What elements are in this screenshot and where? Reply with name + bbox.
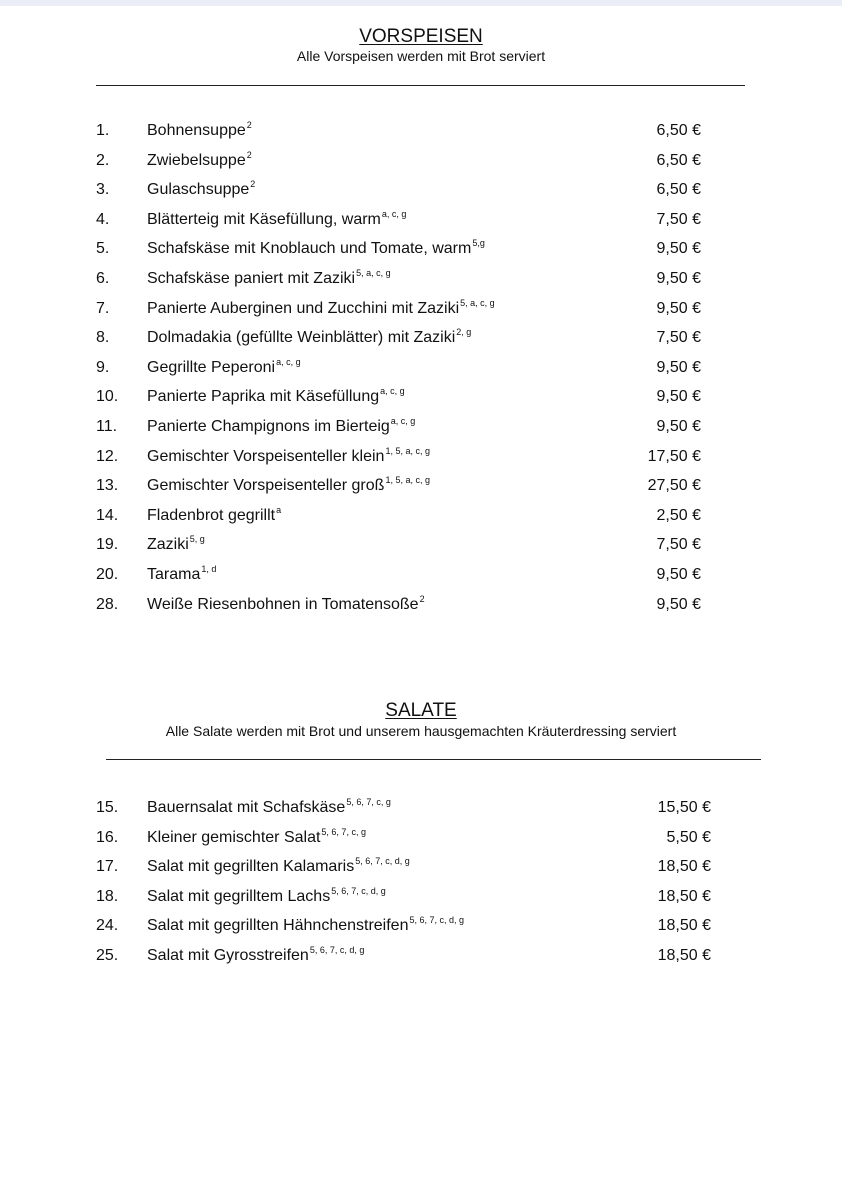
menu-item-row [0,121,842,151]
menu-item-number: 11. [96,417,118,435]
menu-item-number: 18. [96,887,119,905]
menu-item-row [0,595,842,625]
menu-item-name: Zwiebelsuppe [147,151,246,169]
menu-item-name: Dolmadakia (gefüllte Weinblätter) mit Zaziki [147,329,456,347]
menu-item-number: 28. [96,595,119,613]
menu-item-name-wrap [147,535,205,555]
menu-list-salate [0,798,842,975]
allergen-codes: 5, 6, 7, c, d, g [331,885,386,896]
menu-item-name-wrap [147,447,430,467]
allergen-codes: a, c, g [380,386,405,397]
menu-item-name: Gegrillte Peperoni [147,358,276,376]
menu-item-number: 3. [96,181,110,199]
allergen-codes: 1, 5, a, c, g [385,475,430,486]
menu-item-row [0,887,842,917]
menu-item-name-wrap [147,565,216,585]
section-divider-vorspeisen [96,85,745,86]
menu-item-row [0,506,842,536]
menu-item-name: Tarama [147,565,201,583]
menu-item-name-wrap [147,239,485,259]
menu-item-name-wrap [147,887,386,907]
menu-item-number: 1. [96,122,110,139]
menu-item-price: 9,50 € [656,595,701,613]
menu-item-name-wrap [147,358,301,378]
menu-item-row [0,151,842,181]
menu-item-name-wrap [147,328,471,348]
menu-item-number: 5. [96,240,110,258]
menu-item-row [0,328,842,358]
allergen-codes: 5, a, c, g [356,267,391,278]
menu-item-price: 18,50 € [657,917,711,934]
menu-item-number: 6. [96,269,110,287]
menu-item-name: Salat mit gegrilltem Lachs [147,887,331,905]
allergen-codes: 2 [250,179,256,190]
menu-item-row [0,417,842,447]
menu-item-price: 7,50 € [656,536,701,554]
menu-item-name: Panierte Auberginen und Zucchini mit Zaziki [147,299,460,317]
menu-item-price: 9,50 € [656,565,701,583]
menu-item-price: 9,50 € [656,417,701,435]
menu-item-price: 27,50 € [647,477,701,495]
menu-item-name-wrap [147,151,252,171]
menu-item-name: Salat mit Gyrosstreifen [147,946,309,964]
allergen-codes: a, c, g [276,356,301,367]
menu-item-name-wrap [147,595,425,615]
menu-item-name-wrap [147,857,410,877]
menu-item-price: 17,50 € [647,447,701,465]
menu-item-number: 7. [96,299,110,317]
menu-item-row [0,828,842,858]
allergen-codes: 1, d [201,563,217,574]
menu-item-price: 7,50 € [656,210,701,228]
menu-item-row [0,946,842,976]
menu-item-name-wrap [147,121,252,141]
allergen-codes: 5, g [189,534,205,545]
menu-item-number: 15. [96,799,119,816]
menu-item-price: 18,50 € [657,858,711,875]
allergen-codes: 5, 6, 7, c, d, g [409,915,465,925]
menu-item-price: 9,50 € [656,299,701,317]
menu-item-name-wrap [147,828,366,848]
menu-item-row [0,916,842,946]
menu-item-name-wrap [147,798,391,818]
menu-item-name-wrap [147,506,281,526]
page-top-bar [0,0,842,6]
menu-item-price: 9,50 € [656,269,701,287]
menu-item-name-wrap [147,299,495,319]
menu-item-row [0,447,842,477]
menu-item-row [0,269,842,299]
menu-item-number: 12. [96,447,119,465]
allergen-codes: 1, 5, a, c, g [385,445,430,456]
allergen-codes: 5, 6, 7, c, d, g [355,856,410,866]
allergen-codes: a, c, g [381,208,407,219]
menu-item-price: 9,50 € [656,388,701,406]
menu-item-price: 6,50 € [656,181,701,199]
menu-item-price: 2,50 € [656,506,701,524]
menu-item-row [0,180,842,210]
section-subtitle-salate: Alle Salate werden mit Brot und unserem hausgemachten Kräuterdressing serviert [165,723,677,739]
menu-item-price: 7,50 € [656,329,701,347]
allergen-codes: 5, a, c, g [460,297,495,308]
menu-item-name-wrap [147,210,406,230]
menu-item-name: Gemischter Vorspeisenteller klein [147,447,385,465]
allergen-codes: 2 [246,149,252,160]
menu-item-name: Gulaschsuppe [147,181,250,199]
menu-item-row [0,358,842,388]
menu-item-name-wrap [147,180,255,200]
menu-item-price: 15,50 € [657,799,711,816]
menu-item-number: 16. [96,828,119,846]
menu-item-name: Schafskäse mit Knoblauch und Tomate, warm [147,240,472,258]
menu-item-name-wrap [147,476,430,496]
menu-item-row [0,565,842,595]
allergen-codes: 5, 6, 7, c, g [321,826,366,837]
menu-item-name: Kleiner gemischter Salat [147,828,321,846]
section-divider-salate [106,759,761,760]
menu-item-name: Blätterteig mit Käsefüllung, warm [147,210,381,228]
menu-item-number: 20. [96,565,119,583]
menu-item-row [0,476,842,506]
section-title-salate: SALATE [385,700,457,721]
menu-item-name: Salat mit gegrillten Hähnchenstreifen [147,917,409,934]
allergen-codes: a, c, g [390,415,416,426]
menu-item-name: Weiße Riesenbohnen in Tomatensoße [147,595,419,613]
menu-item-row [0,857,842,887]
menu-item-number: 25. [96,946,119,964]
menu-item-name: Zaziki [147,536,189,554]
menu-item-name-wrap [147,946,364,966]
menu-item-price: 5,50 € [666,828,711,846]
menu-item-number: 13. [96,477,119,495]
menu-item-price: 9,50 € [656,358,701,376]
allergen-codes: 2 [419,593,425,604]
allergen-codes: 5,g [472,238,485,249]
menu-item-price: 9,50 € [656,240,701,258]
menu-item-name-wrap [147,269,391,289]
menu-item-number: 24. [96,917,119,934]
menu-item-number: 17. [96,858,119,875]
menu-item-name: Panierte Paprika mit Käsefüllung [147,388,380,406]
menu-item-name: Bauernsalat mit Schafskäse [147,799,346,816]
menu-item-name: Panierte Champignons im Bierteig [147,417,390,435]
menu-item-number: 2. [96,151,110,169]
menu-item-price: 6,50 € [656,122,701,139]
menu-item-name: Salat mit gegrillten Kalamaris [147,858,355,875]
menu-item-row [0,387,842,417]
menu-item-row [0,798,842,828]
section-subtitle-vorspeisen: Alle Vorspeisen werden mit Brot serviert [296,48,546,64]
menu-item-name: Fladenbrot gegrillt [147,506,276,524]
menu-item-number: 4. [96,210,110,228]
menu-item-number: 9. [96,358,110,376]
allergen-codes: 2 [246,120,252,130]
allergen-codes: a [276,504,282,515]
menu-item-name: Bohnensuppe [147,122,246,139]
allergen-codes: 5, 6, 7, c, g [346,797,391,807]
menu-item-row [0,239,842,269]
allergen-codes: 2, g [456,327,472,338]
menu-item-number: 10. [96,388,119,406]
menu-item-name: Gemischter Vorspeisenteller groß [147,477,385,495]
menu-item-name: Schafskäse paniert mit Zaziki [147,269,356,287]
allergen-codes: 5, 6, 7, c, d, g [309,944,365,955]
menu-item-name-wrap [147,417,415,437]
menu-item-row [0,299,842,329]
menu-item-name-wrap [147,387,405,407]
menu-item-price: 18,50 € [657,887,711,905]
menu-item-number: 14. [96,506,119,524]
menu-item-row [0,210,842,240]
section-title-vorspeisen: VORSPEISEN [359,26,483,47]
menu-list-vorspeisen [0,121,842,624]
menu-item-price: 6,50 € [656,151,701,169]
menu-item-price: 18,50 € [657,946,711,964]
menu-item-number: 19. [96,536,119,554]
menu-item-number: 8. [96,329,110,347]
menu-item-name-wrap [147,916,464,936]
menu-item-row [0,535,842,565]
